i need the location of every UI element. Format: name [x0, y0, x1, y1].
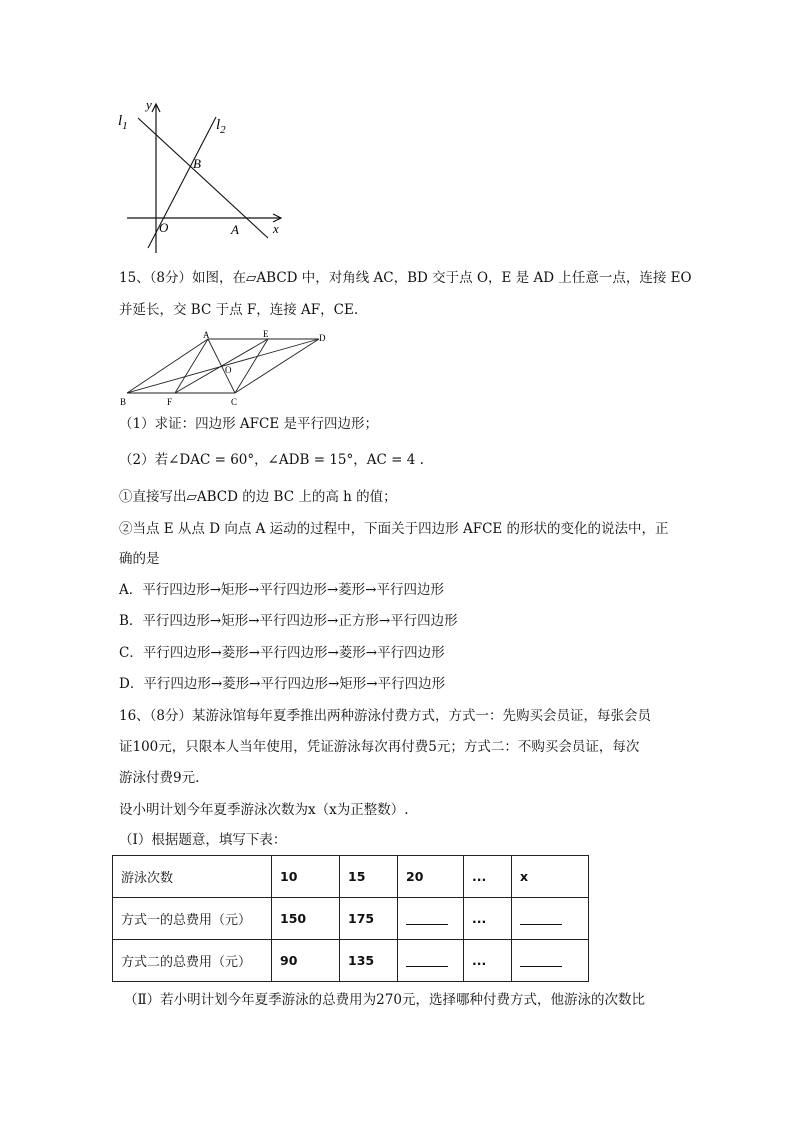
edge-DC [235, 339, 319, 393]
q16-line3: 游泳付费9元. [119, 770, 200, 786]
table-row [113, 898, 589, 940]
table-row [113, 856, 589, 898]
diagonal-BD [127, 339, 319, 393]
edge-AB [127, 339, 208, 393]
blank-cell [398, 940, 464, 982]
label-B: B [193, 156, 201, 171]
label-B2: B [120, 397, 127, 407]
option-C: C．平行四边形→菱形→平行四边形→菱形→平行四边形 [119, 645, 445, 661]
coordinate-figure [110, 95, 295, 260]
q15-sub2-line1: ②当点 E 从点 D 向点 A 运动的过程中，下面关于四边形 AFCE 的形状的变化的说法中，正 [119, 521, 669, 537]
q16-part1: （I）根据题意，填写下表： [119, 832, 287, 848]
table-cell: 方式一的总费用（元） [113, 898, 272, 940]
table-row [113, 940, 589, 982]
table-cell: ... [464, 898, 512, 940]
table-cell: 方式二的总费用（元） [113, 940, 272, 982]
line-l1 [138, 118, 268, 238]
q15-part1: （1）求证：四边形 AFCE 是平行四边形； [119, 416, 378, 432]
label-A2: A [203, 330, 210, 340]
table-cell: ... [464, 856, 512, 898]
blank-cell [512, 940, 589, 982]
table-cell: 10 [272, 856, 340, 898]
label-O: O [159, 220, 169, 235]
segment-CE [235, 339, 268, 393]
segment-EF [175, 339, 268, 393]
q15-sub2-line2: 确的是 [119, 551, 160, 567]
table-cell: 175 [340, 898, 398, 940]
answer-blank [406, 952, 448, 967]
label-y: y [146, 97, 152, 112]
option-D: D．平行四边形→菱形→平行四边形→矩形→平行四边形 [119, 676, 446, 692]
table-cell: ... [464, 940, 512, 982]
table-cell: 150 [272, 898, 340, 940]
label-A: A [231, 222, 239, 237]
table-cell: 20 [398, 856, 464, 898]
option-A: A．平行四边形→矩形→平行四边形→菱形→平行四边形 [119, 582, 444, 598]
segment-AF [175, 339, 208, 393]
q16-line4: 设小明计划今年夏季游泳次数为x（x为正整数）. [119, 802, 409, 818]
q16-line2: 证100元，只限本人当年使用，凭证游泳每次再付费5元；方式二：不购买会员证，每次 [119, 739, 640, 755]
q15-sub1: ①直接写出▱ABCD 的边 BC 上的高 h 的值； [119, 489, 397, 505]
table-cell: 135 [340, 940, 398, 982]
label-x: x [273, 221, 279, 236]
q16-part2: （Ⅱ）若小明计划今年夏季游泳的总费用为270元，选择哪种付费方式，他游泳的次数比 [124, 992, 645, 1008]
label-C: C [231, 397, 238, 407]
table-cell: 90 [272, 940, 340, 982]
fee-table [112, 855, 589, 982]
label-E: E [263, 330, 269, 339]
blank-cell [398, 898, 464, 940]
q15-line2: 并延长，交 BC 于点 F，连接 AF，CE. [119, 302, 359, 318]
parallelogram-figure [115, 330, 335, 408]
option-B: B．平行四边形→矩形→平行四边形→正方形→平行四边形 [119, 613, 458, 629]
q15-line1: 15、（8分）如图，在▱ABCD 中，对角线 AC，BD 交于点 O，E 是 AD 上任意一点，连接 EO [119, 270, 692, 286]
label-D: D [319, 333, 326, 343]
q16-line1: 16、（8分）某游泳馆每年夏季推出两种游泳付费方式，方式一：先购买会员证，每张会员 [119, 708, 652, 724]
label-l2: $l_2$ [216, 117, 226, 136]
answer-blank [520, 952, 562, 967]
label-l1: $l_1$ [118, 113, 128, 132]
table-cell: x [512, 856, 589, 898]
label-F: F [167, 397, 173, 407]
answer-blank [520, 910, 562, 925]
table-cell: 游泳次数 [113, 856, 272, 898]
blank-cell [512, 898, 589, 940]
table-cell: 15 [340, 856, 398, 898]
q15-part2: （2）若∠DAC = 60°，∠ADB = 15°，AC = 4 . [119, 452, 424, 468]
answer-blank [406, 910, 448, 925]
label-O2: O [225, 365, 232, 375]
